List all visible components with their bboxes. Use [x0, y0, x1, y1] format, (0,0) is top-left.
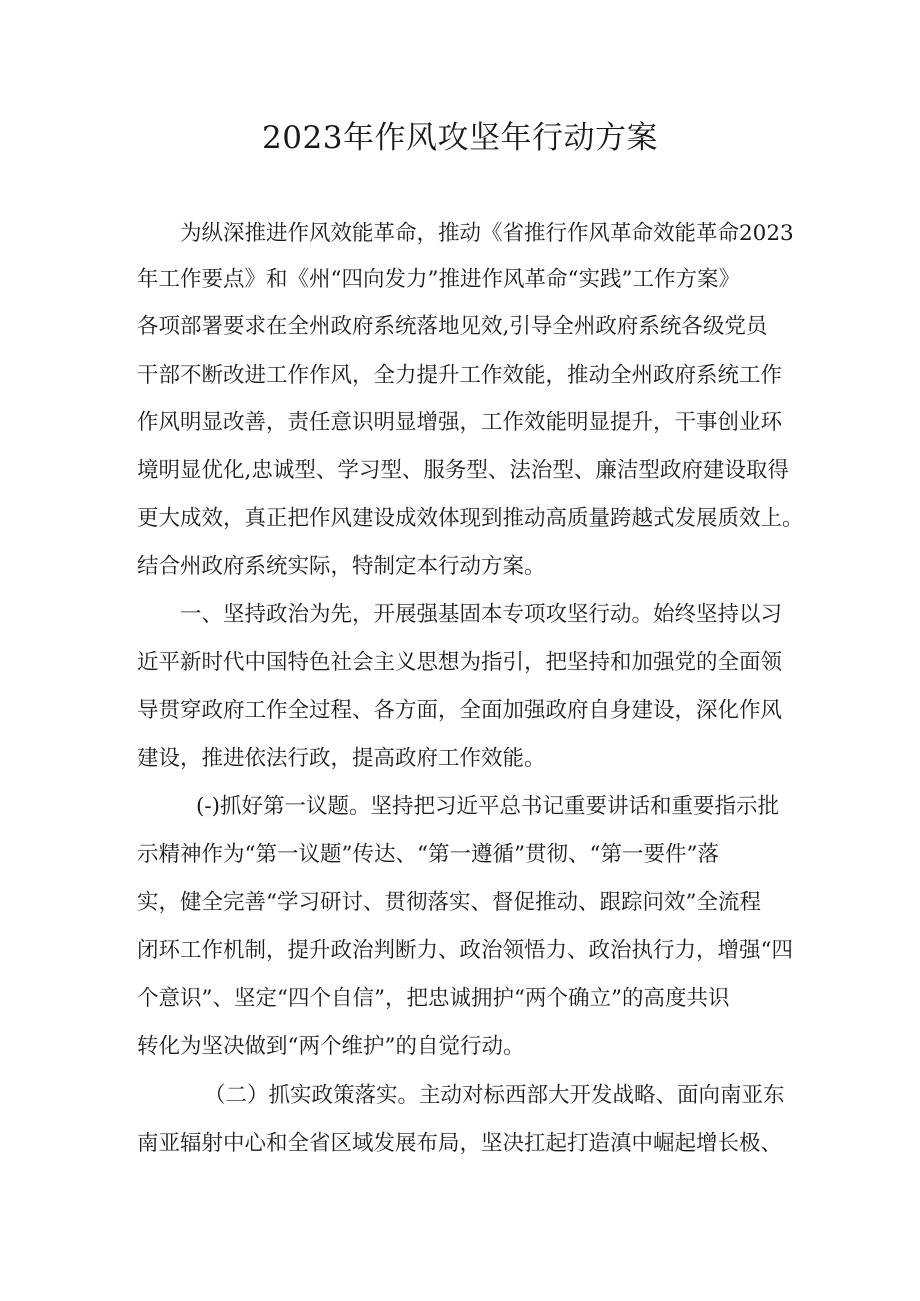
paragraph-line: 年工作要点》和《州“四向发力”推进作风革命“实践”工作方案》	[137, 267, 740, 292]
paragraph-line: 结合州政府系统实际，特制定本行动方案。	[137, 554, 546, 579]
section-heading-line: 一、坚持政治为先，开展强基固本专项攻坚行动。始终坚持以习	[180, 602, 783, 627]
paragraph-line: 导贯穿政府工作全过程、各方面，全面加强政府自身建设，深化作风	[137, 698, 783, 723]
paragraph-line: 近平新时代中国特色社会主义思想为指引，把坚持和加强党的全面领	[137, 650, 783, 675]
paragraph-line: 示精神作为“第一议题”传达、“第一遵循”贯彻、“第一要件”落	[137, 842, 719, 867]
paragraph-line: 干部不断改进工作作风，全力提升工作效能，推动全州政府系统工作	[137, 363, 783, 388]
document-title: 2023年作风攻坚年行动方案	[262, 120, 658, 156]
paragraph-line: 作风明显改善，责任意识明显增强，工作效能明显提升，干事创业环	[137, 410, 783, 435]
paragraph-line: 各项部署要求在全州政府系统落地见效,引导全州政府系统各级党员	[137, 314, 768, 339]
paragraph-line: 建设，推进依法行政，提高政府工作效能。	[137, 746, 546, 771]
subsection-heading-line: (-)抓好第一议题。坚持把习近平总书记重要讲话和重要指示批	[196, 794, 780, 819]
paragraph-line: 为纵深推进作风效能革命，推动《省推行作风革命效能革命2023	[180, 221, 794, 246]
paragraph-line: 境明显优化,忠诚型、学习型、服务型、法治型、廉洁型政府建设取得	[137, 458, 789, 483]
paragraph-line: 个意识”、坚定“四个自信”，把忠诚拥护“两个确立”的高度共识	[137, 986, 730, 1011]
paragraph-line: 实，健全完善“学习研讨、贯彻落实、督促推动、跟踪问效”全流程	[137, 890, 761, 915]
paragraph-line: 转化为坚决做到“两个维护”的自觉行动。	[137, 1034, 525, 1059]
paragraph-line: 南亚辐射中心和全省区域发展布局，坚决扛起打造滇中崛起增长极、	[137, 1131, 783, 1156]
subsection-heading-line: （二）抓实政策落实。主动对标西部大开发战略、面向南亚东	[204, 1083, 785, 1108]
paragraph-line: 闭环工作机制，提升政治判断力、政治领悟力、政治执行力，增强“四	[137, 938, 793, 963]
paragraph-line: 更大成效，真正把作风建设成效体现到推动高质量跨越式发展质效上。	[137, 506, 804, 531]
